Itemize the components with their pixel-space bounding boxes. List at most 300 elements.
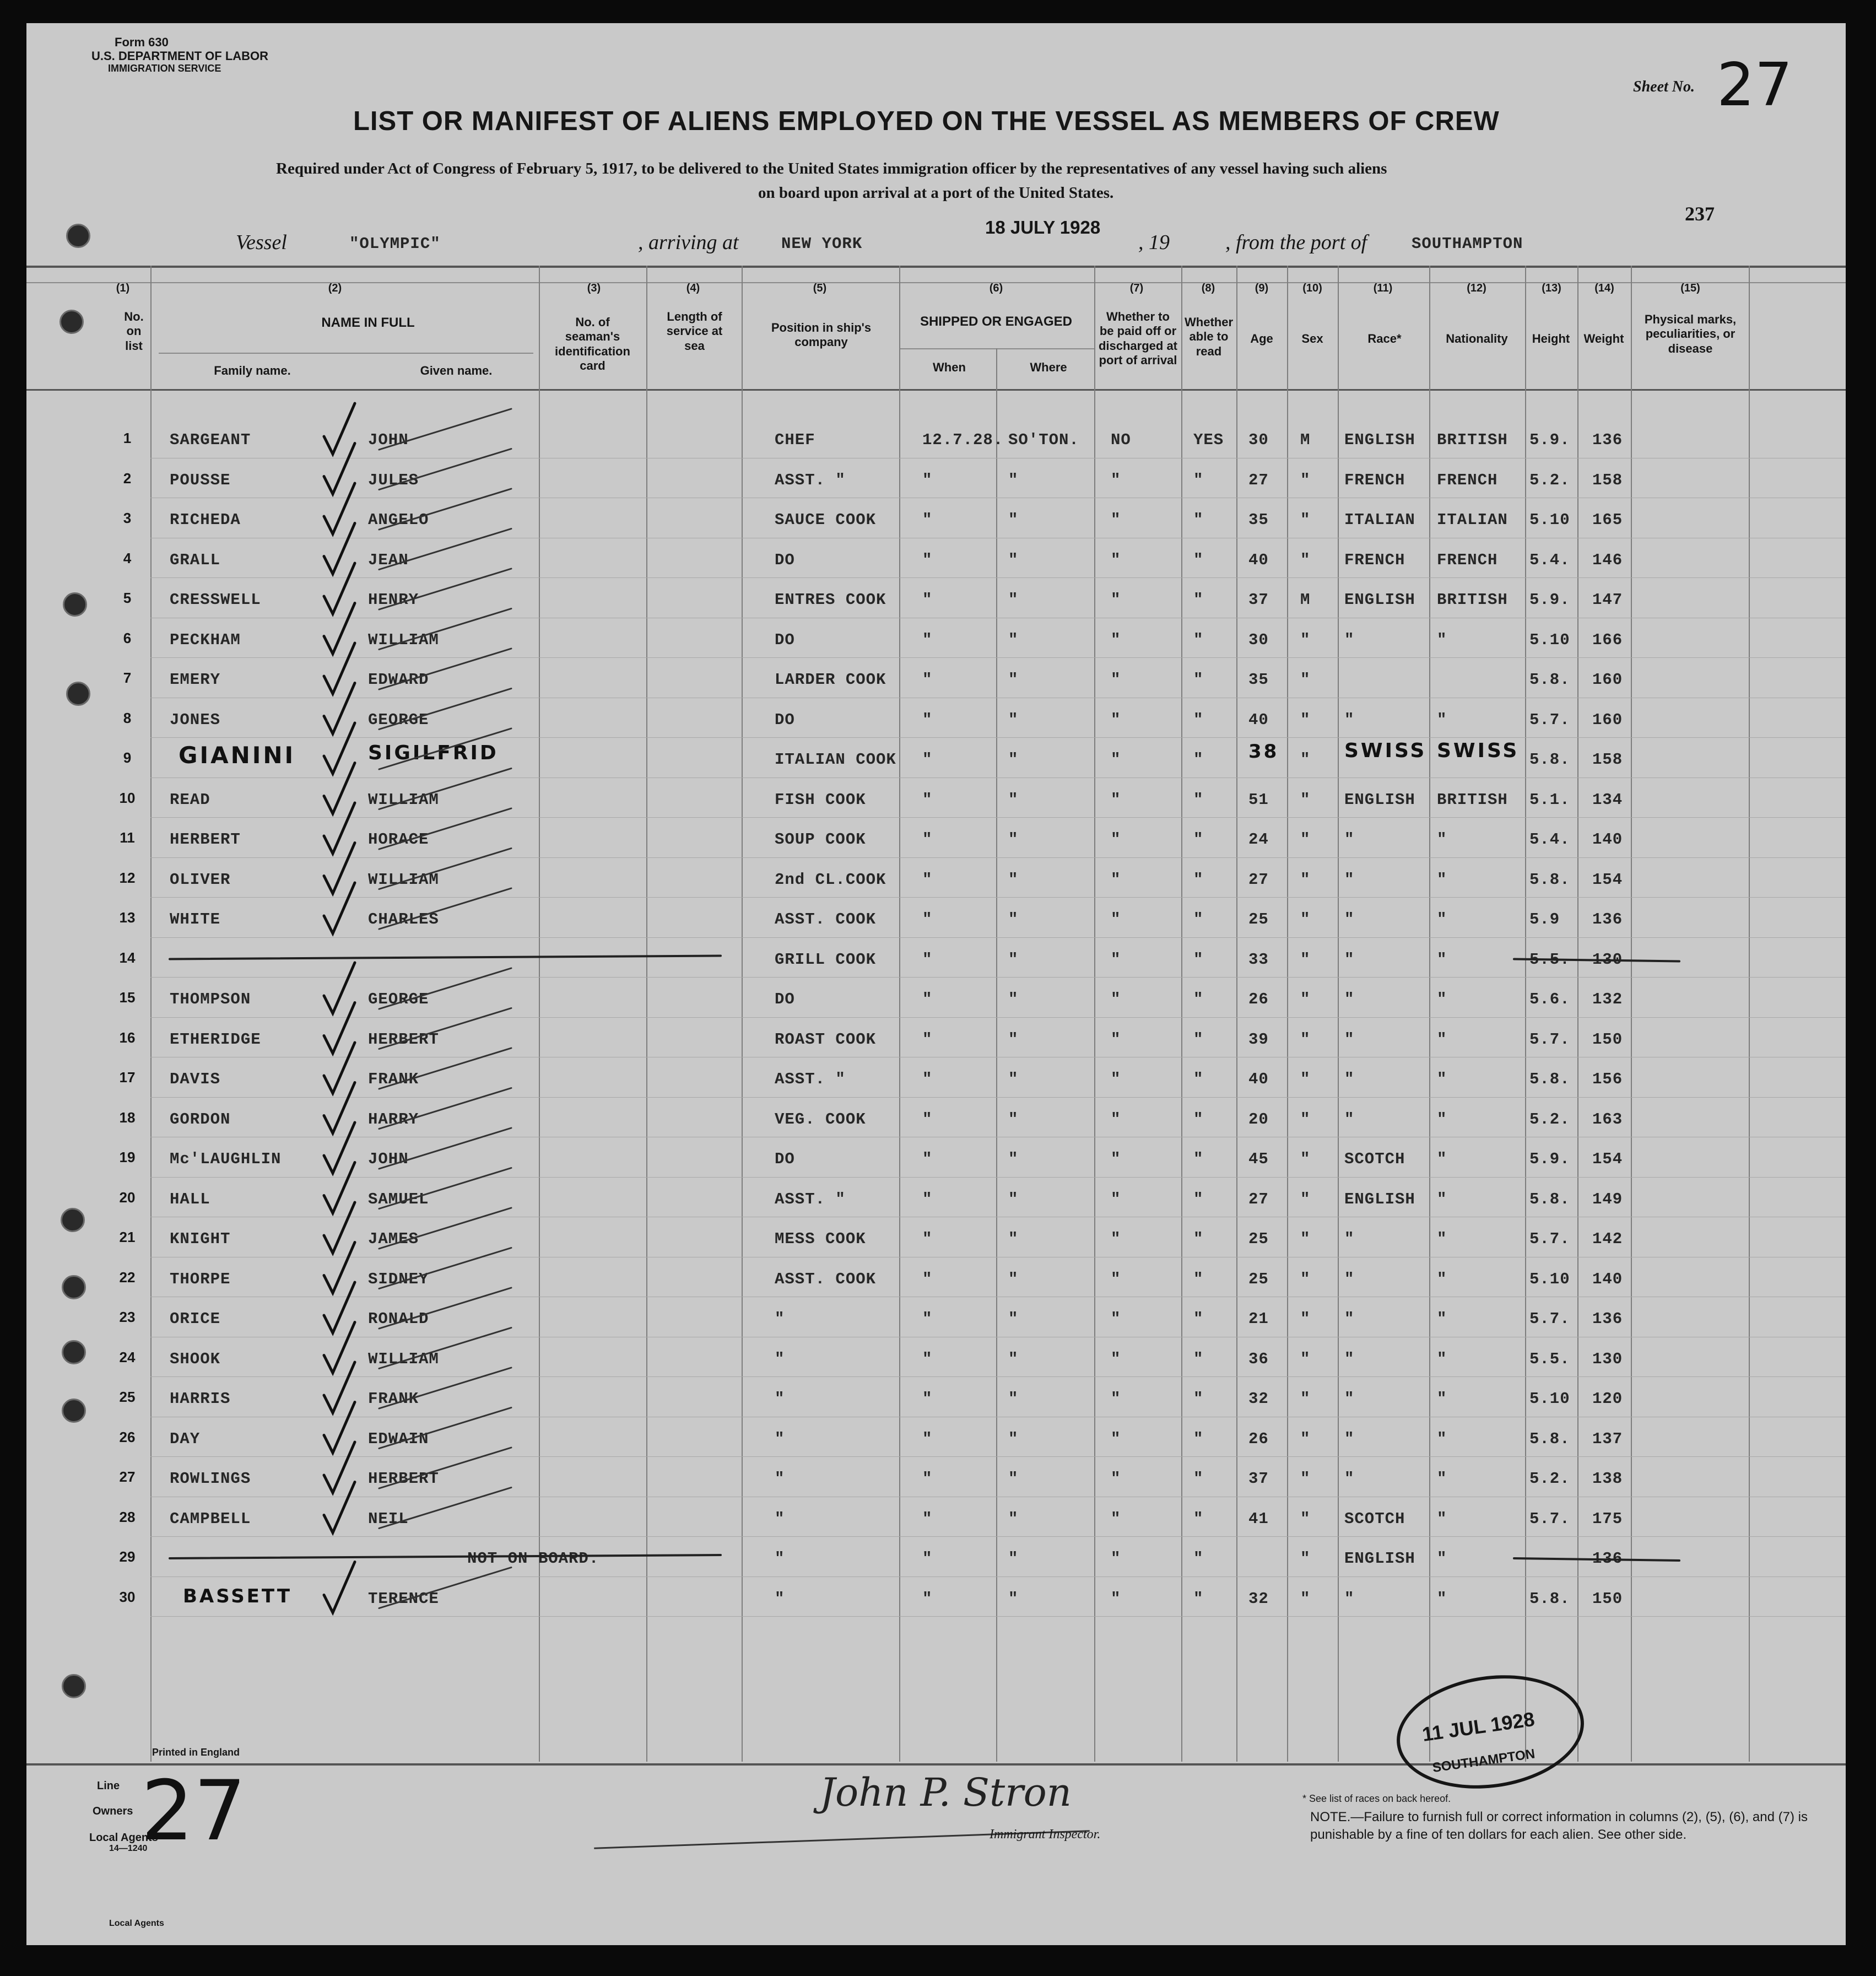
- weight-cell: 120: [1592, 1390, 1623, 1408]
- nationality-cell: ": [1437, 1509, 1447, 1528]
- given-name-cell: SIGILFRID: [368, 742, 499, 764]
- nationality-cell: ": [1437, 630, 1447, 649]
- given-name-cell: WILLIAM: [368, 790, 439, 809]
- header-nationality: Nationality: [1446, 332, 1508, 345]
- table-row: [26, 1499, 1846, 1539]
- shipped-when-cell: ": [922, 751, 933, 769]
- given-name-cell: WILLIAM: [368, 870, 439, 889]
- position-cell: ASST. COOK: [775, 1270, 877, 1288]
- race-cell: ": [1344, 1110, 1355, 1129]
- paid-off-cell: ": [1111, 830, 1121, 849]
- column-number: (12): [1467, 282, 1486, 294]
- height-cell: 5.10: [1529, 630, 1570, 649]
- sex-cell: ": [1300, 710, 1311, 729]
- age-cell: 27: [1248, 870, 1269, 889]
- able-to-read-cell: ": [1193, 1589, 1204, 1608]
- able-to-read-cell: ": [1193, 830, 1204, 849]
- stamp-place: SOUTHAMPTON: [1431, 1746, 1536, 1776]
- shipped-where-cell: ": [1008, 910, 1019, 928]
- given-name-cell: GEORGE: [368, 990, 429, 1008]
- shipped-where-cell: ": [1008, 710, 1019, 729]
- sex-cell: ": [1300, 1349, 1311, 1368]
- subtitle-line-2: on board upon arrival at a port of the United States.: [758, 184, 1114, 202]
- row-number-cell: 27: [119, 1468, 136, 1485]
- age-cell: 39: [1248, 1030, 1269, 1049]
- family-name-cell: KNIGHT: [170, 1230, 231, 1248]
- able-to-read-cell: ": [1193, 910, 1204, 928]
- nationality-cell: BRITISH: [1437, 431, 1508, 449]
- age-cell: 25: [1248, 1270, 1269, 1288]
- sex-cell: M: [1300, 431, 1311, 449]
- given-name-cell: FRANK: [368, 1070, 419, 1088]
- shipped-where-cell: ": [1008, 790, 1019, 809]
- table-row: [26, 1219, 1846, 1259]
- table-row: [26, 420, 1846, 460]
- subtitle-line-1: Required under Act of Congress of February 5, 1917, to be delivered to the United States immigration officer by the representatives of any vessel having such aliens: [276, 160, 1387, 177]
- paid-off-cell: ": [1111, 1589, 1121, 1608]
- nationality-cell: SWISS: [1437, 739, 1520, 762]
- departure-port: SOUTHAMPTON: [1412, 235, 1523, 253]
- shipped-when-cell: ": [922, 1509, 933, 1528]
- shipped-when-cell: ": [922, 671, 933, 689]
- sex-cell: ": [1300, 990, 1311, 1008]
- family-name-cell: DAVIS: [170, 1070, 221, 1088]
- weight-cell: 150: [1592, 1030, 1623, 1049]
- paid-off-cell: ": [1111, 1110, 1121, 1129]
- given-name-cell: WILLIAM: [368, 630, 439, 649]
- sex-cell: ": [1300, 1110, 1311, 1129]
- height-cell: 5.8.: [1529, 1589, 1570, 1608]
- column-number: (15): [1680, 282, 1700, 294]
- sex-cell: ": [1300, 1030, 1311, 1049]
- row-number-cell: 2: [123, 469, 132, 487]
- age-cell: 41: [1248, 1509, 1269, 1528]
- age-cell: 37: [1248, 591, 1269, 609]
- row-number-cell: 17: [119, 1069, 136, 1086]
- sex-cell: ": [1300, 471, 1311, 489]
- shipped-where-cell: ": [1008, 1470, 1019, 1488]
- given-name-cell: NEIL: [368, 1509, 409, 1528]
- age-cell: 40: [1248, 550, 1269, 569]
- paid-off-cell: ": [1111, 1429, 1121, 1448]
- shipped-when-cell: ": [922, 830, 933, 849]
- sex-cell: ": [1300, 1589, 1311, 1608]
- shipped-when-cell: ": [922, 870, 933, 889]
- race-cell: ": [1344, 950, 1355, 969]
- position-cell: ASST. ": [775, 1190, 846, 1208]
- weight-cell: 132: [1592, 990, 1623, 1008]
- manifest-sheet: [26, 23, 1846, 1945]
- race-cell: ENGLISH: [1344, 1550, 1415, 1568]
- height-cell: 5.7.: [1529, 1030, 1570, 1049]
- position-cell: DO: [775, 630, 795, 649]
- paid-off-cell: ": [1111, 870, 1121, 889]
- shipped-when-cell: ": [922, 1550, 933, 1568]
- given-name-cell: HERBERT: [368, 1470, 439, 1488]
- family-name-cell: Mc'LAUGHLIN: [170, 1150, 282, 1168]
- table-row: [26, 700, 1846, 740]
- age-cell: 51: [1248, 790, 1269, 809]
- able-to-read-cell: ": [1193, 1030, 1204, 1049]
- able-to-read-cell: ": [1193, 1070, 1204, 1088]
- row-number-cell: 28: [119, 1508, 136, 1525]
- position-cell: ": [775, 1310, 785, 1328]
- position-cell: CHEF: [775, 431, 815, 449]
- shipped-where-cell: ": [1008, 751, 1019, 769]
- sex-cell: ": [1300, 1310, 1311, 1328]
- sex-cell: ": [1300, 671, 1311, 689]
- penalty-note: NOTE.—Failure to furnish full or correct information in columns (2), (5), (6), and (7) is punishable by a fine of ten dollars for each alien. See other side.: [1310, 1810, 1808, 1843]
- nationality-cell: ": [1437, 1230, 1447, 1248]
- page-code: 237: [1685, 203, 1715, 225]
- able-to-read-cell: ": [1193, 751, 1204, 769]
- sex-cell: ": [1300, 1230, 1311, 1248]
- sex-cell: ": [1300, 870, 1311, 889]
- position-cell: VEG. COOK: [775, 1110, 866, 1129]
- paid-off-cell: ": [1111, 1470, 1121, 1488]
- form-number: Form 630: [115, 35, 169, 49]
- row-number-cell: 25: [119, 1389, 136, 1405]
- able-to-read-cell: ": [1193, 1270, 1204, 1288]
- able-to-read-cell: ": [1193, 471, 1204, 489]
- row-number-cell: 13: [119, 909, 136, 926]
- height-cell: 5.9.: [1529, 1150, 1570, 1168]
- race-cell: ": [1344, 710, 1355, 729]
- shipped-when-cell: ": [922, 1110, 933, 1129]
- sex-cell: ": [1300, 790, 1311, 809]
- given-name-cell: JAMES: [368, 1230, 419, 1248]
- nationality-cell: ": [1437, 1310, 1447, 1328]
- row-number-cell: 24: [119, 1348, 136, 1365]
- shipped-where-cell: ": [1008, 1390, 1019, 1408]
- column-number: (11): [1373, 282, 1393, 294]
- row-number-cell: 10: [119, 789, 136, 806]
- agents-label: Local Agents: [89, 1832, 158, 1844]
- able-to-read-cell: ": [1193, 790, 1204, 809]
- weight-cell: 146: [1592, 550, 1623, 569]
- family-name-cell: HERBERT: [170, 830, 241, 849]
- nationality-cell: ": [1437, 1110, 1447, 1129]
- sex-cell: ": [1300, 950, 1311, 969]
- age-cell: 36: [1248, 1349, 1269, 1368]
- shipped-when-cell: ": [922, 710, 933, 729]
- table-row: [26, 1019, 1846, 1060]
- height-cell: 5.5.: [1529, 950, 1570, 969]
- position-cell: GRILL COOK: [775, 950, 877, 969]
- weight-cell: 154: [1592, 1150, 1623, 1168]
- paid-off-cell: ": [1111, 1550, 1121, 1568]
- nationality-cell: FRENCH: [1437, 471, 1498, 489]
- shipped-where-cell: ": [1008, 1070, 1019, 1088]
- weight-cell: 160: [1592, 671, 1623, 689]
- vessel-label: Vessel: [236, 231, 287, 254]
- age-cell: 27: [1248, 1190, 1269, 1208]
- able-to-read-cell: ": [1193, 671, 1204, 689]
- age-cell: 40: [1248, 710, 1269, 729]
- height-cell: 5.7.: [1529, 1230, 1570, 1248]
- race-cell: ": [1344, 910, 1355, 928]
- weight-cell: 130: [1592, 950, 1623, 969]
- paid-off-cell: ": [1111, 471, 1121, 489]
- shipped-where-cell: SO'TON.: [1008, 431, 1079, 449]
- paid-off-cell: ": [1111, 1230, 1121, 1248]
- table-row: [26, 500, 1846, 540]
- able-to-read-cell: ": [1193, 1310, 1204, 1328]
- table-row: [26, 660, 1846, 700]
- given-name-cell: WILLIAM: [368, 1349, 439, 1368]
- shipped-when-cell: ": [922, 1190, 933, 1208]
- header-age: Age: [1250, 332, 1273, 345]
- weight-cell: 149: [1592, 1190, 1623, 1208]
- family-name-cell: WHITE: [170, 910, 221, 928]
- position-cell: MESS COOK: [775, 1230, 866, 1248]
- row-number-cell: 19: [119, 1149, 136, 1165]
- table-row: [26, 580, 1846, 620]
- nationality-cell: ": [1437, 1270, 1447, 1288]
- able-to-read-cell: ": [1193, 1349, 1204, 1368]
- family-name-cell: THORPE: [170, 1270, 231, 1288]
- height-cell: 5.4.: [1529, 550, 1570, 569]
- position-cell: ASST. COOK: [775, 910, 877, 928]
- column-number: (5): [813, 282, 827, 294]
- paid-off-cell: ": [1111, 751, 1121, 769]
- shipped-where-cell: ": [1008, 1230, 1019, 1248]
- printed-in: Printed in England: [152, 1747, 240, 1758]
- able-to-read-cell: ": [1193, 1470, 1204, 1488]
- weight-cell: 165: [1592, 511, 1623, 529]
- family-name-cell: ORICE: [170, 1310, 221, 1328]
- shipped-where-cell: ": [1008, 471, 1019, 489]
- bottom-agents-label: Local Agents: [109, 1919, 164, 1928]
- able-to-read-cell: ": [1193, 1429, 1204, 1448]
- able-to-read-cell: ": [1193, 1190, 1204, 1208]
- age-cell: 30: [1248, 630, 1269, 649]
- table-row: [26, 1259, 1846, 1299]
- given-name-cell: TERENCE: [368, 1589, 439, 1608]
- weight-cell: 147: [1592, 591, 1623, 609]
- table-row: [26, 1099, 1846, 1140]
- vessel-name: "OLYMPIC": [349, 235, 441, 253]
- shipped-where-cell: ": [1008, 990, 1019, 1008]
- sex-cell: ": [1300, 1390, 1311, 1408]
- height-cell: 5.9.: [1529, 591, 1570, 609]
- shipped-when-cell: ": [922, 1470, 933, 1488]
- shipped-when-cell: ": [922, 591, 933, 609]
- sheet-label: Sheet No.: [1633, 78, 1695, 95]
- paid-off-cell: ": [1111, 950, 1121, 969]
- table-row: [26, 460, 1846, 500]
- given-name-cell: HENRY: [368, 591, 419, 609]
- able-to-read-cell: ": [1193, 1150, 1204, 1168]
- height-cell: 5.7.: [1529, 1310, 1570, 1328]
- family-name-cell: HALL: [170, 1190, 210, 1208]
- shipped-when-cell: ": [922, 1030, 933, 1049]
- row-number-cell: 4: [123, 549, 132, 566]
- column-number: (1): [116, 282, 130, 294]
- sex-cell: ": [1300, 830, 1311, 849]
- shipped-when-cell: ": [922, 1589, 933, 1608]
- table-row: [26, 1459, 1846, 1499]
- sex-cell: ": [1300, 1150, 1311, 1168]
- shipped-where-cell: ": [1008, 1349, 1019, 1368]
- family-name-cell: BASSETT: [183, 1585, 293, 1607]
- nationality-cell: ": [1437, 1190, 1447, 1208]
- able-to-read-cell: ": [1193, 550, 1204, 569]
- row-number-cell: 23: [119, 1309, 136, 1325]
- header-family-name: Family name.: [214, 364, 291, 377]
- able-to-read-cell: ": [1193, 950, 1204, 969]
- height-cell: 5.9.: [1529, 431, 1570, 449]
- nationality-cell: ": [1437, 1070, 1447, 1088]
- paid-off-cell: ": [1111, 1390, 1121, 1408]
- header-race: Race*: [1367, 332, 1402, 345]
- race-cell: ENGLISH: [1344, 1190, 1415, 1208]
- race-cell: ": [1344, 1070, 1355, 1088]
- header-length-service: Length of service at sea: [666, 310, 723, 353]
- nationality-cell: ": [1437, 1470, 1447, 1488]
- shipped-where-cell: ": [1008, 591, 1019, 609]
- header-seaman-id: No. of seaman's identification card: [555, 315, 630, 373]
- position-cell: ASST. ": [775, 1070, 846, 1088]
- column-number: (2): [328, 282, 342, 294]
- nationality-cell: ITALIAN: [1437, 511, 1508, 529]
- column-number: (8): [1201, 282, 1215, 294]
- table-row: [26, 1538, 1846, 1579]
- line-label: Line: [97, 1780, 120, 1792]
- race-cell: ": [1344, 990, 1355, 1008]
- shipped-where-cell: ": [1008, 550, 1019, 569]
- shipped-where-cell: ": [1008, 511, 1019, 529]
- column-number: (13): [1542, 282, 1561, 294]
- position-cell: ": [775, 1509, 785, 1528]
- table-row: [26, 940, 1846, 980]
- column-number: (6): [989, 282, 1003, 294]
- shipped-where-cell: ": [1008, 671, 1019, 689]
- race-footnote: * See list of races on back hereof.: [1302, 1793, 1451, 1804]
- header-shipped-engaged: SHIPPED OR ENGAGED: [920, 314, 1073, 329]
- sex-cell: ": [1300, 1070, 1311, 1088]
- inspector-signature: John P. Stron: [820, 1770, 1072, 1815]
- shipped-where-cell: ": [1008, 870, 1019, 889]
- age-cell: 26: [1248, 990, 1269, 1008]
- paid-off-cell: NO: [1111, 431, 1131, 449]
- weight-cell: 136: [1592, 1550, 1623, 1568]
- weight-cell: 138: [1592, 1470, 1623, 1488]
- paid-off-cell: ": [1111, 990, 1121, 1008]
- weight-cell: 142: [1592, 1230, 1623, 1248]
- position-cell: DO: [775, 1150, 795, 1168]
- paid-off-cell: ": [1111, 550, 1121, 569]
- row-number-cell: 9: [123, 749, 132, 766]
- given-name-cell: JEAN: [368, 550, 409, 569]
- position-cell: ": [775, 1429, 785, 1448]
- header-sex: Sex: [1301, 332, 1323, 345]
- row-number-cell: 15: [119, 989, 136, 1006]
- sheet-number: 27: [1717, 51, 1793, 120]
- row-number-cell: 30: [119, 1588, 136, 1605]
- table-row: [26, 1059, 1846, 1099]
- given-name-cell: JULES: [368, 471, 419, 489]
- family-name-cell: JONES: [170, 710, 221, 729]
- race-cell: ": [1344, 830, 1355, 849]
- age-cell: 35: [1248, 671, 1269, 689]
- table-row: [26, 979, 1846, 1019]
- age-cell: 25: [1248, 910, 1269, 928]
- able-to-read-cell: ": [1193, 511, 1204, 529]
- family-name-cell: RICHEDA: [170, 511, 241, 529]
- from-label: , from the port of: [1225, 231, 1367, 254]
- nationality-cell: FRENCH: [1437, 550, 1498, 569]
- weight-cell: 136: [1592, 910, 1623, 928]
- nationality-cell: ": [1437, 710, 1447, 729]
- height-cell: 5.8.: [1529, 1429, 1570, 1448]
- sheet-number-handwritten: 27: [141, 1763, 246, 1859]
- able-to-read-cell: ": [1193, 870, 1204, 889]
- position-cell: ": [775, 1390, 785, 1408]
- column-number: (4): [686, 282, 700, 294]
- height-cell: 5.1.: [1529, 790, 1570, 809]
- weight-cell: 130: [1592, 1349, 1623, 1368]
- punch-hole: [60, 310, 84, 334]
- family-name-cell: DAY: [170, 1429, 201, 1448]
- given-name-cell: EDWARD: [368, 671, 429, 689]
- given-name-cell: GEORGE: [368, 710, 429, 729]
- sex-cell: ": [1300, 630, 1311, 649]
- race-cell: ": [1344, 1310, 1355, 1328]
- weight-cell: 166: [1592, 630, 1623, 649]
- row-number-cell: 6: [123, 629, 132, 646]
- race-cell: ": [1344, 630, 1355, 649]
- given-name-cell: JOHN: [368, 1150, 409, 1168]
- weight-cell: 158: [1592, 471, 1623, 489]
- shipped-where-cell: ": [1008, 1030, 1019, 1049]
- year-label: , 19: [1138, 231, 1170, 254]
- paid-off-cell: ": [1111, 1190, 1121, 1208]
- height-cell: 5.2.: [1529, 1110, 1570, 1129]
- paid-off-cell: ": [1111, 630, 1121, 649]
- race-cell: FRENCH: [1344, 550, 1405, 569]
- family-name-cell: READ: [170, 790, 210, 809]
- weight-cell: 140: [1592, 1270, 1623, 1288]
- height-cell: 5.7.: [1529, 710, 1570, 729]
- sex-cell: M: [1300, 591, 1311, 609]
- shipped-where-cell: ": [1008, 1150, 1019, 1168]
- row-number-cell: 29: [119, 1548, 136, 1565]
- age-cell: 35: [1248, 511, 1269, 529]
- height-cell: 5.8.: [1529, 671, 1570, 689]
- family-name-cell: OLIVER: [170, 870, 231, 889]
- height-cell: 5.7.: [1529, 1509, 1570, 1528]
- able-to-read-cell: ": [1193, 990, 1204, 1008]
- paid-off-cell: ": [1111, 710, 1121, 729]
- race-cell: SCOTCH: [1344, 1150, 1405, 1168]
- header-height: Height: [1532, 332, 1570, 345]
- shipped-when-cell: ": [922, 1349, 933, 1368]
- able-to-read-cell: ": [1193, 1110, 1204, 1129]
- weight-cell: 160: [1592, 710, 1623, 729]
- column-number: (14): [1594, 282, 1614, 294]
- family-name-cell: GORDON: [170, 1110, 231, 1129]
- row-number-cell: 1: [123, 430, 132, 446]
- sex-cell: ": [1300, 511, 1311, 529]
- family-name-cell: ETHERIDGE: [170, 1030, 261, 1049]
- position-cell: DO: [775, 710, 795, 729]
- weight-cell: 158: [1592, 751, 1623, 769]
- race-cell: ": [1344, 1349, 1355, 1368]
- height-cell: 5.10: [1529, 511, 1570, 529]
- table-row: [26, 899, 1846, 940]
- able-to-read-cell: ": [1193, 1550, 1204, 1568]
